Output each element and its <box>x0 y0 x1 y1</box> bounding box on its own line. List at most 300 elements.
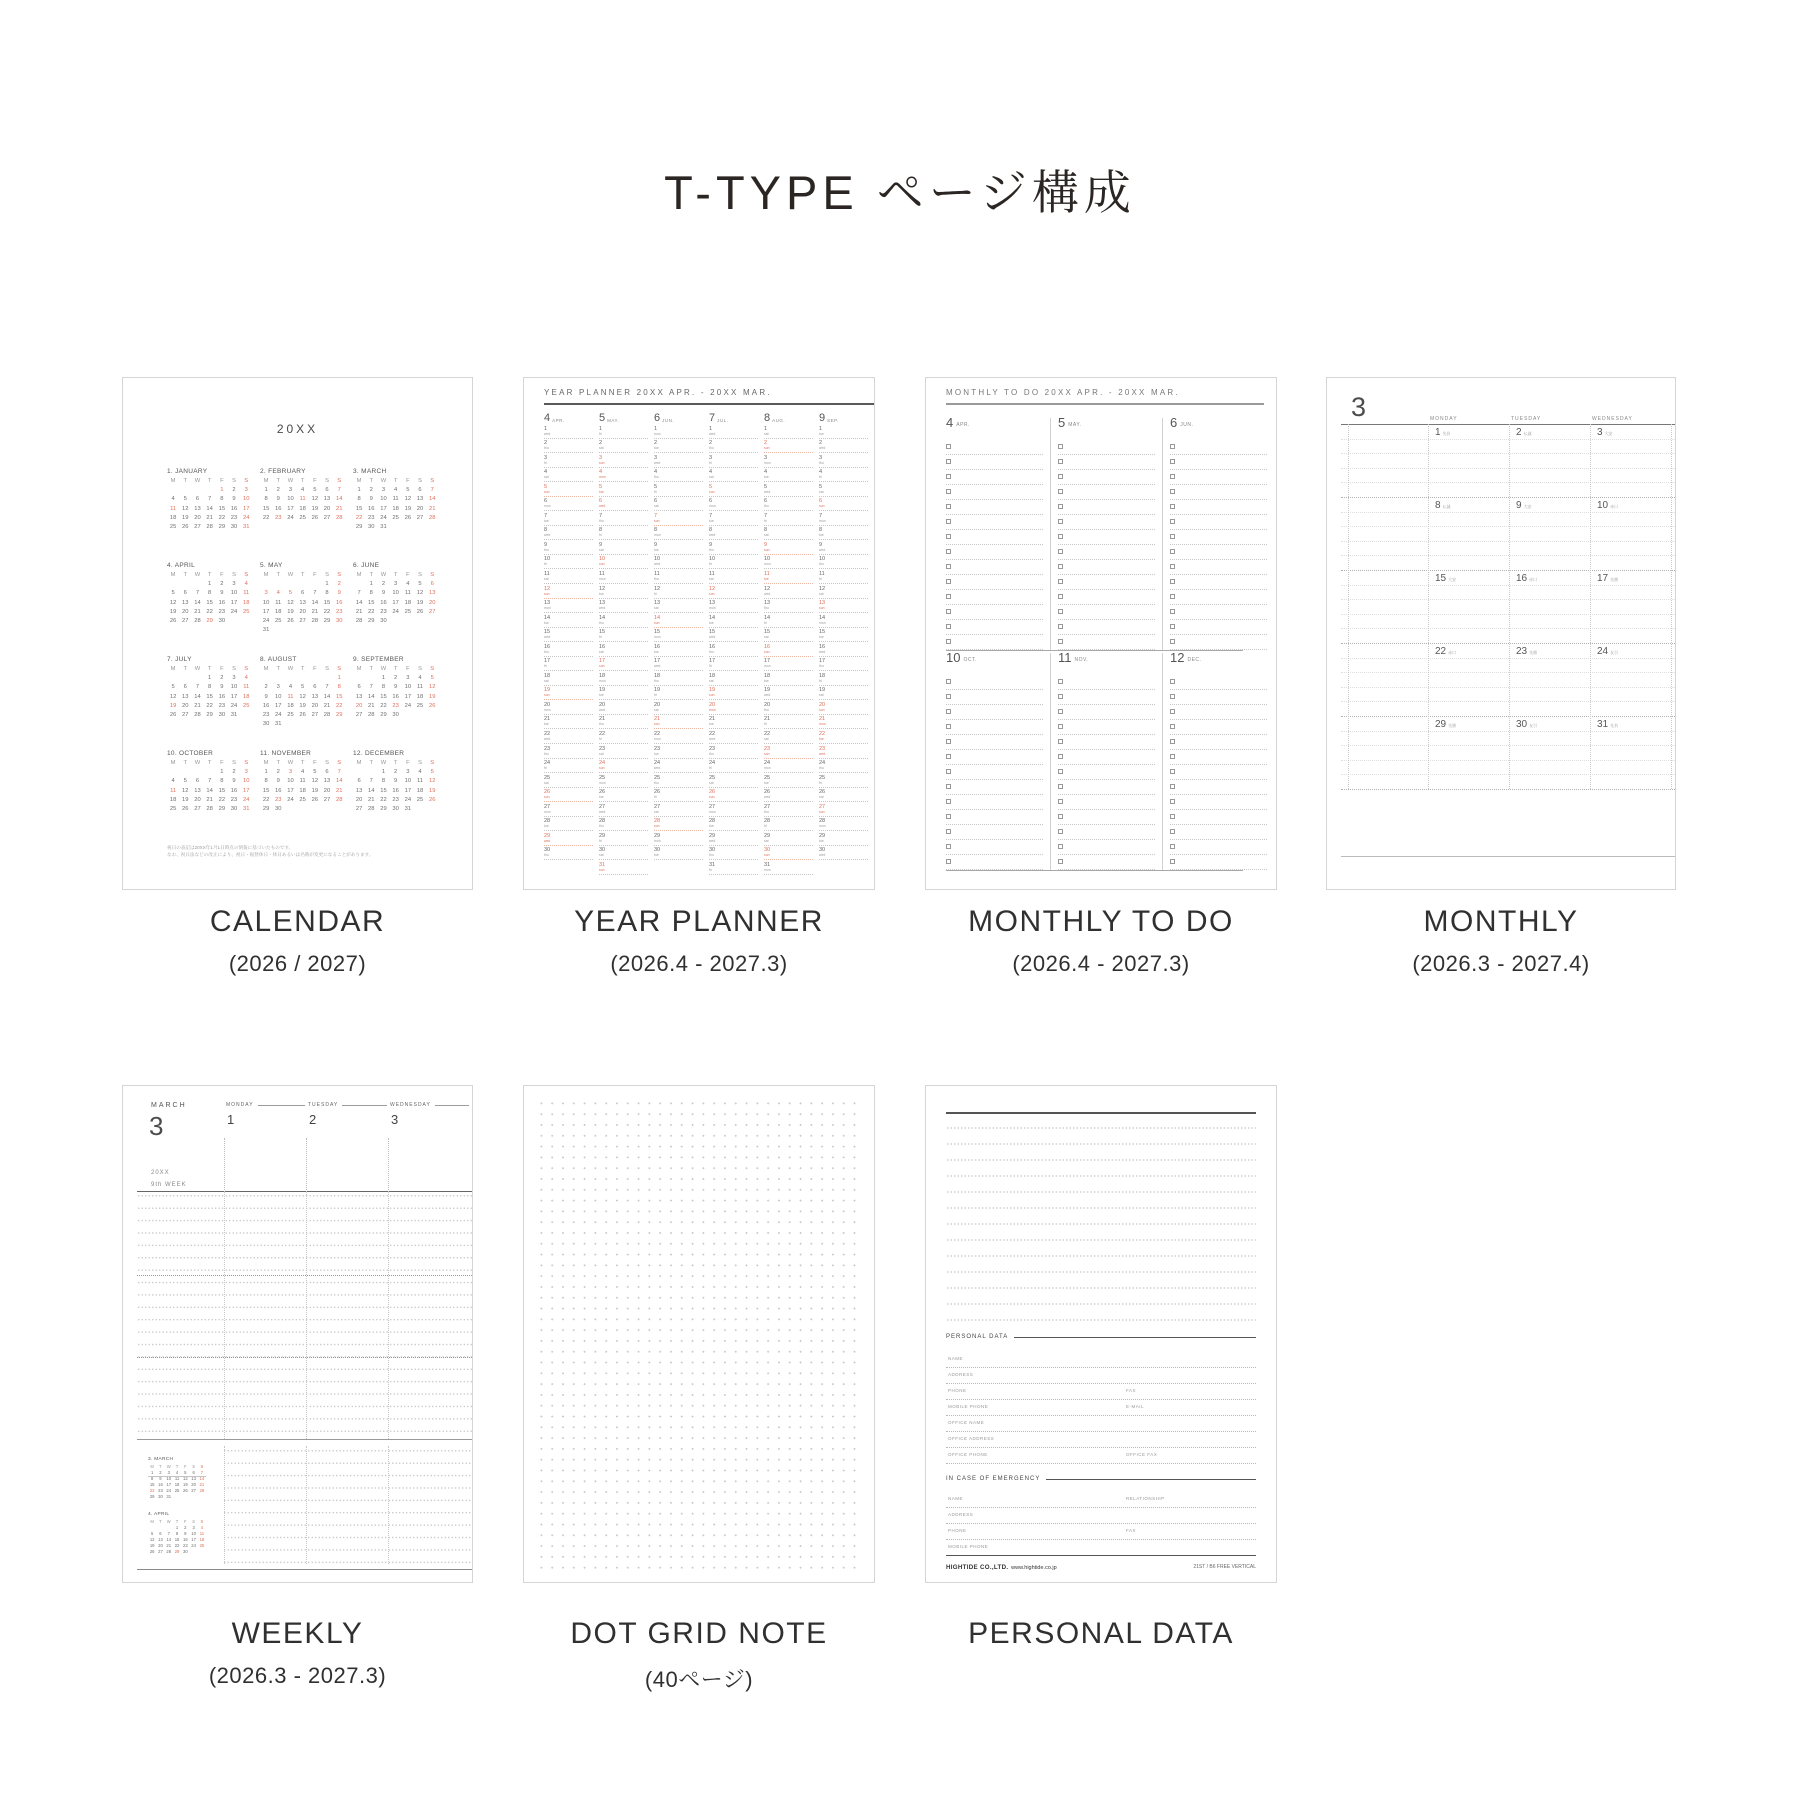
day-number: 7 <box>709 512 713 519</box>
date-cell: 20 <box>182 702 189 709</box>
checkbox-icon <box>1170 709 1175 714</box>
mini-month-name: 7. JULY <box>167 656 192 663</box>
day-weekday: tue <box>544 722 549 727</box>
day-number: 30 <box>764 847 771 854</box>
checkbox-icon <box>946 754 951 759</box>
date-cell: 20 <box>182 608 189 615</box>
day-row <box>599 802 648 817</box>
checkbox-icon <box>946 784 951 789</box>
week-divider-line <box>1341 789 1675 790</box>
date-cell: 14 <box>368 693 375 700</box>
day-weekday: fri <box>654 489 657 494</box>
checkbox-icon <box>946 709 951 714</box>
mini-calendars <box>148 1457 208 1555</box>
day-row <box>819 468 868 483</box>
day-weekday: wed <box>599 707 606 712</box>
date-cell: 12 <box>311 496 319 503</box>
date-cell: 13 <box>299 599 306 606</box>
date-cell: 18 <box>299 505 306 512</box>
weekday-header: S <box>430 760 435 766</box>
todo-row <box>946 485 1043 500</box>
date-cell: 24 <box>275 712 282 719</box>
day-number: 22 <box>654 730 661 737</box>
weekday-header: S <box>244 760 249 766</box>
todo-row <box>1170 515 1267 530</box>
date-cell: 29 <box>218 806 226 813</box>
date-cell: 4 <box>173 1470 181 1476</box>
day-weekday: sat <box>819 489 824 494</box>
date-cell: 14 <box>311 599 319 606</box>
todo-row <box>1058 840 1155 855</box>
day-number: 13 <box>654 600 661 607</box>
empty-cell <box>284 580 296 589</box>
column-divider-segment <box>306 1138 307 1190</box>
day-number: 31 <box>599 861 606 868</box>
date-cell: 25 <box>416 796 424 803</box>
day-row <box>764 569 813 584</box>
checkbox-icon <box>1170 739 1175 744</box>
date-cell: 9 <box>369 496 373 503</box>
empty-cell <box>179 580 191 589</box>
date-cell: 14 <box>323 693 331 700</box>
day-number: 25 <box>599 774 606 781</box>
day-weekday: thu <box>544 547 549 552</box>
day-number: 12 <box>654 585 661 592</box>
date-cell: 9 <box>276 496 280 503</box>
date-cell: 4 <box>171 778 175 785</box>
day-number: 31 <box>709 861 716 868</box>
date-cell: 13 <box>311 693 319 700</box>
day-weekday: sun <box>764 853 770 858</box>
date-cell: 2 <box>184 1525 187 1531</box>
weekday-header: S <box>418 572 422 578</box>
date-cell: 2 <box>264 684 268 691</box>
date-cell: 15 <box>206 599 213 606</box>
date-cell: 26 <box>149 1548 155 1554</box>
monthly-todo-preview-card <box>925 377 1277 890</box>
day-row <box>819 642 868 657</box>
day-number: 3 <box>391 1112 399 1127</box>
month-number: 5 <box>1058 415 1066 430</box>
date-cell: 1 <box>264 769 268 776</box>
day-number: 15 <box>544 629 551 636</box>
day-weekday: thu <box>764 606 769 611</box>
checkbox-icon <box>1058 829 1063 834</box>
day-row <box>654 497 703 512</box>
todo-row <box>1058 795 1155 810</box>
day-weekday: tue <box>764 475 769 480</box>
todo-row <box>1170 605 1267 620</box>
mini-month-name: 10. OCTOBER <box>167 750 214 757</box>
cell-dotted-line <box>1341 512 1675 513</box>
day-weekday: thu <box>599 722 604 727</box>
checkbox-icon <box>946 694 951 699</box>
day-weekday: tue <box>544 824 549 829</box>
date-cell: 8 <box>150 1475 154 1481</box>
form-field <box>946 1508 1256 1524</box>
date-label: 30 友引 <box>1516 719 1538 730</box>
day-weekday: mon <box>654 736 661 741</box>
date-cell: 14 <box>368 787 375 794</box>
date-cell: 10 <box>230 590 238 597</box>
cell-dotted-line <box>1341 731 1675 732</box>
date-cell: 13 <box>428 590 436 597</box>
day-weekday: wed <box>599 606 606 611</box>
day-row <box>544 569 593 584</box>
day-row <box>709 831 758 846</box>
caption-personal-data-title: PERSONAL DATA <box>968 1617 1234 1650</box>
date-cell: 19 <box>169 608 177 615</box>
empty-cell <box>321 674 333 683</box>
date-cell: 12 <box>169 693 177 700</box>
date-cell: 2 <box>394 675 398 682</box>
date-label: 16 赤口 <box>1516 573 1538 584</box>
date-cell: 24 <box>404 796 412 803</box>
day-number: 20 <box>654 701 661 708</box>
day-number: 23 <box>819 745 826 752</box>
todo-row <box>946 620 1043 635</box>
date-cell: 10 <box>287 496 294 503</box>
weekly-month-number: 3 <box>149 1111 164 1141</box>
day-row <box>544 613 593 628</box>
date-cell: 18 <box>275 608 282 615</box>
day-number: 22 <box>709 730 716 737</box>
month-number: 4 <box>544 412 551 424</box>
cell-dotted-line <box>1341 687 1675 688</box>
date-cell: 7 <box>430 487 434 494</box>
empty-cell <box>365 768 377 777</box>
day-row <box>599 569 648 584</box>
date-cell: 10 <box>230 684 238 691</box>
date-cell: 13 <box>416 496 424 503</box>
day-row <box>819 744 868 759</box>
date-cell: 20 <box>428 599 436 606</box>
checkbox-icon <box>1170 504 1175 509</box>
date-cell: 10 <box>380 496 387 503</box>
checkbox-icon <box>946 459 951 464</box>
date-cell: 21 <box>311 608 319 615</box>
day-weekday: thu <box>764 504 769 509</box>
day-number: 2 <box>544 440 548 447</box>
todo-row <box>1058 735 1155 750</box>
date-label: 31 先負 <box>1597 719 1619 730</box>
todo-column <box>1058 416 1155 650</box>
checkbox-icon <box>1170 459 1175 464</box>
date-cell: 29 <box>355 524 363 531</box>
empty-cell <box>191 580 203 589</box>
date-cell: 26 <box>182 524 189 531</box>
date-cell: 9 <box>220 590 224 597</box>
day-number: 19 <box>599 687 606 694</box>
checkbox-icon <box>1058 609 1063 614</box>
date-cell: 12 <box>287 599 294 606</box>
date-cell: 23 <box>392 796 399 803</box>
column-header <box>544 411 593 424</box>
day-weekday: wed <box>709 736 716 741</box>
day-row <box>819 599 868 614</box>
weekday-header: M <box>356 478 362 484</box>
mini-month-grid <box>260 759 346 814</box>
day-row <box>544 846 593 861</box>
day-row <box>764 715 813 730</box>
day-weekday: sat <box>599 853 604 858</box>
mini-month-grid <box>260 665 346 729</box>
date-cell: 17 <box>230 693 238 700</box>
checkbox-icon <box>1170 724 1175 729</box>
todo-row <box>1170 575 1267 590</box>
date-cell: 20 <box>323 787 331 794</box>
date-cell: 22 <box>174 1543 180 1549</box>
day-row <box>654 657 703 672</box>
day-weekday: mon <box>709 606 716 611</box>
mini-month-name: 4. APRIL <box>167 562 196 569</box>
day-row <box>819 686 868 701</box>
day-row <box>709 817 758 832</box>
date-cell: 22 <box>149 1487 155 1493</box>
checkbox-icon <box>1170 844 1175 849</box>
date-cell: 18 <box>199 1537 205 1543</box>
day-weekday: sun <box>819 606 825 611</box>
day-number: 20 <box>709 701 716 708</box>
day-row <box>709 657 758 672</box>
date-cell: 7 <box>313 590 317 597</box>
month-number: 10 <box>946 650 961 665</box>
mini-month-name: 2. FEBRUARY <box>260 468 306 475</box>
mini-month-calendar <box>167 468 253 562</box>
empty-cell <box>167 580 179 589</box>
day-weekday: wed <box>819 547 826 552</box>
day-weekday: sat <box>599 751 604 756</box>
day-number: 23 <box>599 745 606 752</box>
day-row <box>764 686 813 701</box>
date-cell: 7 <box>357 590 361 597</box>
checkbox-icon <box>1058 709 1063 714</box>
date-cell: 11 <box>299 496 306 503</box>
weekday-header: W <box>166 1464 171 1469</box>
mini-month-name: 3. MARCH <box>353 468 387 475</box>
day-weekday: sat <box>764 533 769 538</box>
date-cell: 27 <box>194 524 201 531</box>
todo-column <box>946 416 1043 650</box>
date-cell: 6 <box>195 496 200 503</box>
date-cell: 19 <box>183 1481 188 1487</box>
day-row <box>764 453 813 468</box>
empty-cell <box>179 674 191 683</box>
day-row <box>709 526 758 541</box>
weekday-header: M <box>356 572 362 578</box>
date-cell: 9 <box>264 693 268 700</box>
day-number: 21 <box>599 716 606 723</box>
date-cell: 17 <box>242 787 250 794</box>
date-cell: 7 <box>208 496 212 503</box>
day-number: 8 <box>654 527 658 534</box>
rokuyo-label: 仏滅 <box>1442 504 1451 509</box>
field-label: ADDRESS <box>948 1372 974 1377</box>
todo-row <box>946 530 1043 545</box>
day-number: 5 <box>544 483 548 490</box>
date-cell: 11 <box>417 684 424 691</box>
bottom-line <box>1341 856 1675 857</box>
todo-row <box>946 780 1043 795</box>
date-cell: 24 <box>380 514 387 521</box>
day-header-line <box>258 1105 305 1106</box>
day-number: 7 <box>544 512 548 519</box>
date-cell: 17 <box>380 505 387 512</box>
day-header <box>308 1102 387 1108</box>
day-row <box>819 540 868 555</box>
mini-month-grid <box>260 477 346 523</box>
day-number: 24 <box>654 760 661 767</box>
date-cell: 17 <box>287 505 294 512</box>
weekday-header: T <box>276 572 281 578</box>
day-row <box>599 555 648 570</box>
day-number: 27 <box>819 803 826 810</box>
day-weekday: fri <box>599 533 602 538</box>
day-weekday: fri <box>544 460 547 465</box>
date-cell: 5 <box>181 1470 189 1476</box>
day-header-line <box>435 1105 469 1106</box>
day-row <box>544 744 593 759</box>
checkbox-icon <box>1170 564 1175 569</box>
weekday-header: F <box>313 666 317 672</box>
day-weekday: tue <box>654 547 659 552</box>
date-cell: 7 <box>208 778 212 785</box>
day-row <box>709 439 758 454</box>
rokuyo-label: 先負 <box>1610 723 1619 728</box>
weekday-header: F <box>406 478 410 484</box>
mini-month-name: 9. SEPTEMBER <box>353 656 404 663</box>
caption-calendar-title: CALENDAR <box>209 905 386 938</box>
form-field <box>946 1448 1256 1464</box>
weekday-header: W <box>380 572 387 578</box>
column-divider-line <box>306 1446 307 1564</box>
day-row <box>709 424 758 439</box>
day-row <box>764 497 813 512</box>
day-number: 1 <box>654 425 658 432</box>
day-number: 17 <box>544 658 551 665</box>
day-row <box>544 526 593 541</box>
date-cell: 1 <box>148 1470 156 1476</box>
column-header <box>709 411 758 424</box>
month-label: JUN. <box>662 418 675 423</box>
date-cell: 17 <box>404 693 412 700</box>
day-weekday: tue <box>819 838 824 843</box>
day-weekday: mon <box>709 707 716 712</box>
date-cell: 22 <box>368 608 375 615</box>
field-label: NAME <box>948 1356 964 1361</box>
day-number: 3 <box>709 454 713 461</box>
date-cell: 23 <box>230 796 238 803</box>
day-weekday: thu <box>654 576 659 581</box>
day-weekday: wed <box>819 446 826 451</box>
empty-cell <box>284 674 296 683</box>
date-cell: 8 <box>264 496 268 503</box>
weekday-header: F <box>184 1519 187 1525</box>
date-label: 22 赤口 <box>1435 646 1457 657</box>
date-cell: 7 <box>195 684 200 691</box>
weekday-header: T <box>276 760 281 766</box>
date-cell: 29 <box>149 1493 155 1499</box>
todo-row <box>1170 690 1267 705</box>
day-number: 16 <box>599 643 606 650</box>
todo-row <box>1170 780 1267 795</box>
empty-cell <box>297 674 309 683</box>
checkbox-icon <box>946 549 951 554</box>
caption-personal-data <box>925 1617 1277 1651</box>
date-cell: 10 <box>242 496 250 503</box>
day-row <box>654 802 703 817</box>
section-header <box>946 1476 1256 1482</box>
month-label: JUN. <box>1180 422 1194 428</box>
date-cell: 19 <box>182 796 189 803</box>
day-weekday: sun <box>764 751 770 756</box>
date-cell: 18 <box>416 693 424 700</box>
day-number: 4 <box>599 469 603 476</box>
column-divider-segment <box>388 1138 389 1190</box>
day-weekday: wed <box>764 693 771 698</box>
day-number: 24 <box>819 760 826 767</box>
date-cell: 24 <box>404 702 412 709</box>
date-cell: 10 <box>242 778 250 785</box>
day-row <box>709 584 758 599</box>
day-number: 18 <box>764 672 771 679</box>
checkbox-icon <box>946 859 951 864</box>
date-cell: 22 <box>335 702 343 709</box>
rokuyo-label: 大安 <box>1523 504 1532 509</box>
rokuyo-label: 友引 <box>1610 650 1619 655</box>
date-cell: 4 <box>200 1525 204 1531</box>
weekly-week-label: 9th WEEK <box>151 1182 187 1188</box>
weekday-header: S <box>325 478 329 484</box>
date-cell: 30 <box>230 524 238 531</box>
form-field <box>946 1384 1256 1400</box>
day-row <box>544 453 593 468</box>
weekday-header: W <box>194 760 201 766</box>
day-weekday: thu <box>544 751 549 756</box>
day-weekday: wed <box>544 635 551 640</box>
date-cell: 11 <box>170 505 177 512</box>
day-weekday: thu <box>819 460 824 465</box>
column-divider-line <box>306 1191 307 1439</box>
date-cell: 12 <box>183 1475 188 1481</box>
date-cell: 30 <box>335 618 343 625</box>
date-cell: 7 <box>337 769 341 776</box>
column-header <box>764 411 813 424</box>
day-weekday: fri <box>709 562 712 567</box>
column-divider-line <box>388 1191 389 1439</box>
day-row <box>654 686 703 701</box>
weekday-header: T <box>183 478 188 484</box>
date-cell: 28 <box>206 524 213 531</box>
date-cell: 30 <box>380 618 387 625</box>
date-cell: 14 <box>199 1475 205 1481</box>
date-cell: 17 <box>242 505 250 512</box>
day-row <box>709 468 758 483</box>
date-cell: 12 <box>311 778 319 785</box>
day-row <box>544 642 593 657</box>
weekday-header: S <box>325 760 329 766</box>
date-cell: 12 <box>169 599 177 606</box>
day-row <box>544 628 593 643</box>
day-number: 5 <box>819 483 823 490</box>
date-cell: 9 <box>220 684 224 691</box>
day-number: 30 <box>709 847 716 854</box>
date-cell: 14 <box>194 693 201 700</box>
day-weekday: sun <box>709 591 715 596</box>
date-cell: 27 <box>194 806 201 813</box>
weekday-header: T <box>300 666 305 672</box>
date-cell: 3 <box>232 675 236 682</box>
